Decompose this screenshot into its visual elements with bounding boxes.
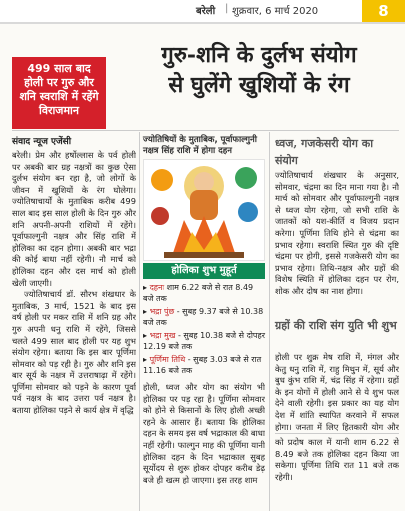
muhurt-slot-time: - सुबह 10.38 बजे से दोपहर 12.19 बजे तक [143, 331, 265, 351]
byline: संवाद न्यूज एजेंसी [12, 137, 72, 147]
city-name: बरेली [196, 6, 216, 17]
highlight-box: 499 साल बाद होली पर गुरु और शनि स्वराशि में रहेंगे विराजमान [12, 57, 106, 129]
issue-date: शुक्रवार, 6 मार्च 2020 [232, 6, 319, 17]
bullet-icon: ▸ [143, 331, 148, 340]
muhurt-title: होलिका शुभ मुहूर्त [143, 263, 265, 279]
article-paragraph: बरेली। प्रेम और हर्षोल्लास के पर्व होली पर अबकी बार ग्रह नक्षत्रों का कुछ ऐसा दुर्लभ संयोग बन रहा है, जो लोगों के जीवन में खुशियों के रंग घोलेगा। ज्योतिषाचार्यों के मुताबिक करीब 499 साल बाद इस साल होली के दिन गुरु और शनि अपनी-अपनी राशियों में रहेंगे। पूर्वाफाल्गुनी नक्षत्र और सिंह राशि में होलिका का दहन होगा। अबकी बार भद्रा की कोई बाधा नहीं रहेगी। नौ मार्च को होलिका दहन और दस मार्च को होली खेली जाएगी। [12, 150, 136, 288]
subheading-graha-yuti: ग्रहों की राशि संग युति भी शुभ [275, 319, 397, 332]
article-column-3 [275, 170, 399, 313]
muhurt-slot [143, 330, 265, 352]
holika-illustration-art [144, 160, 264, 260]
article-column-4 [275, 437, 399, 511]
article-paragraph: होली पर शुक्र मेष राशि में, मंगल और केतु धनु राशि में, राहु मिथुन में, सूर्य और बुध कुंभ राशि में, चंद्र सिंह में रहेगा। ग्रहों के इन योगों में होली आने से ये शुभ फल देने वाली रहेगी। इस प्रकार का यह योग देश में शांति स्थापित करवाने में सफल होगा। जनता में लिए हितकारी योग और [275, 352, 399, 432]
bullet-icon: ▸ [143, 355, 148, 364]
headline-line-1: गुरु-शनि के दुर्लभ संयोग [161, 42, 357, 68]
muhurt-slot [143, 354, 265, 376]
page-number: 8 [362, 0, 405, 22]
bullet-icon: ▸ [143, 283, 148, 292]
headline [117, 40, 401, 100]
article-paragraph: ज्योतिषाचार्य शंखधार के अनुसार, सोमवार, चंद्रमा का दिन माना गया है। नौ मार्च को सोमवार और पूर्वाफाल्गुनी नक्षत्र से ध्वज योग रहेगा, जो सभी राशि के जातकों को यश-कीर्ति व विजय प्रदान करेगा। पूर्णिमा तिथि होने से चंद्रमा का प्रभाव रहेगा। स्वराशि स्थित गुरु की दृष्टि चंद्रमा पर होगी, इससे गजकेसरी योग का प्रभाव रहेगा। तिथि-नक्षत्र और ग्रहों की विशेष स्थिति में होलिका दहन पर रोग, शोक और दोष का नाश होगा। [275, 170, 399, 296]
date-separator: | [225, 3, 229, 14]
muhurt-slot-time: - सुबह 3.03 बजे से रात 11.16 बजे तक [143, 355, 262, 375]
article-column-3b [275, 352, 399, 432]
bullet-icon: ▸ [143, 307, 148, 316]
article-column-1 [12, 150, 136, 511]
headline-rule [12, 130, 399, 131]
picture-caption: ज्योतिषियों के मुताबिक, पूर्वाफाल्गुनी नक्षत्र सिंह राशि में होगा दहन [143, 135, 257, 156]
muhurt-slot-time: - सुबह 9.37 बजे से 10.38 बजे तक [143, 307, 264, 327]
subheading-dhwaj-yog: ध्वज, गजकेसरी योग का संयोग [275, 137, 374, 167]
muhurt-slot-label: भद्रा मुख [149, 331, 176, 340]
column-rule [269, 132, 270, 511]
section-rule [275, 433, 399, 434]
holika-illustration [143, 159, 265, 261]
headline-line-2: से घुलेंगे खुशियों के रंग [168, 72, 350, 98]
muhurt-slot-label: दहनः [149, 283, 165, 292]
muhurt-slot-label: पूर्णिमा तिथि [149, 355, 186, 364]
muhurt-slot [143, 306, 265, 328]
article-paragraph: ज्योतिषाचार्य डॉ. सौरभ शंखधार के मुताबिक, 3 मार्च, 1521 के बाद इस वर्ष होली पर मकर राशि में शनि ग्रह और गुरु अपनी धनु राशि में रहेंगे, जिससे चलते 499 साल बाद होली पर यह शुभ संयोग रहेगा। बताया कि इस बार पूर्णिमा सोमवार को पड़ रही है। गुरु और शनि इस बार सूर्य के नक्षत्र में उत्तराषाढ़ा में रहेंगे। पूर्णिमा सोमवार को पड़ने के कारण पूर्वा पर्व नक्षत्र के बाद उत्तरा पर्व नक्षत्र है। बताया होलिका पड़ने से कार्य क्षेत्र में वृद्धि [12, 289, 136, 416]
column-rule [139, 132, 140, 511]
muhurt-slot-time: शाम 6.22 बजे से रात 8.49 बजे तक [143, 283, 254, 303]
article-paragraph: होली, ध्वज और योग का संयोग भी होलिका पर पड़ रहा है। पूर्णिमा सोमवार को होने से किसानों के लिए होली अच्छी रहने के आसार हैं। बताया कि होलिका दहन के समय इस वर्ष भद्राकाल की बाधा नहीं रहेगी। फाल्गुन माह की पूर्णिमा यानी होलिका दहन के दिन भद्राकाल सुबह सूर्योदय से शुरू होकर दोपहर करीब डेढ़ बजे ही खत्म हो जाएगा। इस तरह शाम [143, 382, 265, 485]
muhurt-slot [143, 282, 265, 304]
article-column-2 [143, 382, 265, 511]
article-paragraph: को प्रदोष काल में यानी शाम 6.22 से 8.49 बजे तक होलिका दहन किया जा सकेगा। पूर्णिमा तिथि रात 11 बजे तक रहेगी। [275, 437, 399, 482]
muhurt-slot-label: भद्रा पुंछ [149, 307, 175, 316]
